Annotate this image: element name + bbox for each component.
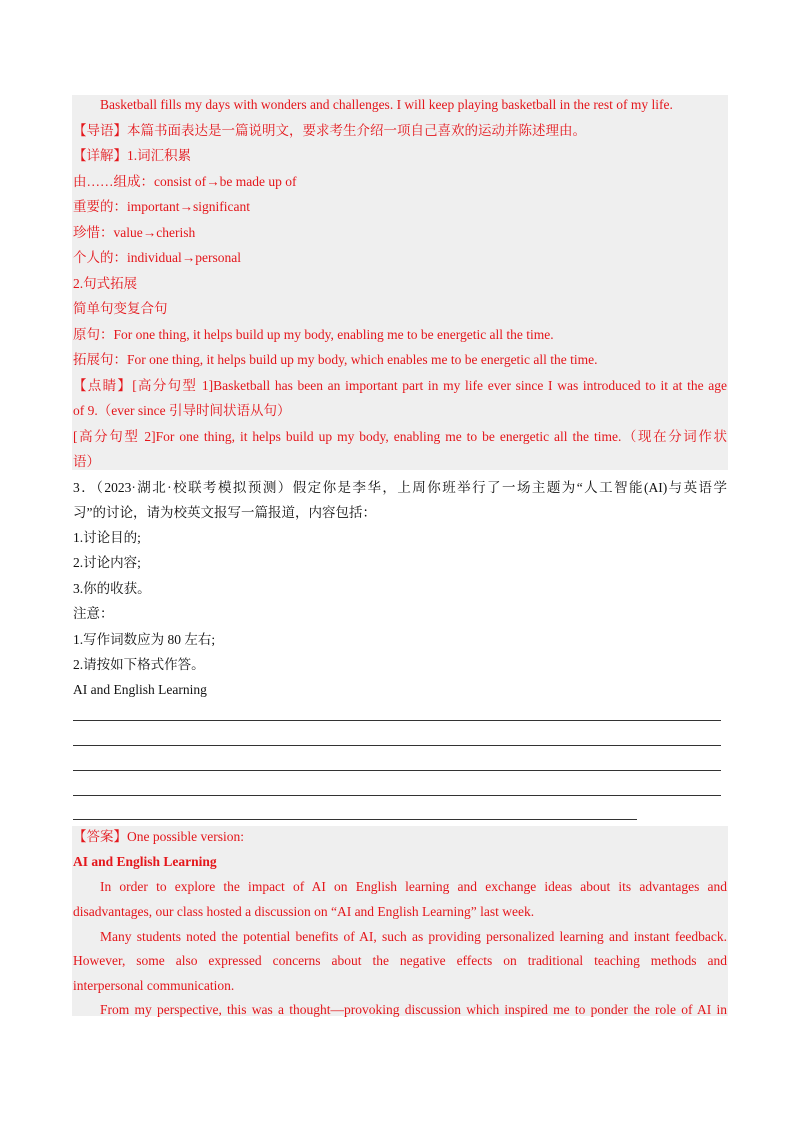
vocab-item: 由……组成：consist of→be made up of — [73, 174, 297, 189]
guide-note: 【导语】本篇书面表达是一篇说明文，要求考生介绍一项自己喜欢的运动并陈述理由。 — [73, 123, 586, 138]
essay-closing-line: Basketball fills my days with wonders and challenges. I will keep playing basketball in the rest of my life. — [100, 97, 673, 112]
vocab-item: 珍惜：value→cherish — [73, 225, 196, 240]
answer-line[interactable] — [73, 745, 721, 746]
highlight-sentence-2: [高分句型 2]For one thing, it helps build up my body, enabling me to be energetic all the time.（现在分词作状 — [73, 429, 727, 444]
highlight-sentence-1: 【点睛】[高分句型 1]Basketball has been an important part in my life ever since I was introduced to it at the age — [73, 378, 727, 393]
question-3-prompt-cont: 习”的讨论，请为校英文报写一篇报道，内容包括： — [73, 505, 376, 520]
answer-line[interactable] — [73, 819, 637, 820]
sentence-heading: 2.句式拓展 — [73, 276, 138, 291]
highlight-sentence-1-cont: of 9.（ever since 引导时间状语从句） — [73, 403, 291, 418]
answer-paragraph-1: In order to explore the impact of AI on English learning and exchange ideas about its advantages and — [100, 879, 727, 894]
answer-paragraph-2-cont: However, some also expressed concerns about the negative effects on traditional teaching methods and — [73, 953, 727, 968]
answer-paragraph-1-cont: disadvantages, our class hosted a discussion on “AI and English Learning” last week. — [73, 904, 535, 919]
original-sentence: 原句：For one thing, it helps build up my body, enabling me to be energetic all the time. — [73, 327, 554, 342]
answer-paragraph-2: Many students noted the potential benefits of AI, such as providing personalized learning and instant feedback. — [100, 929, 727, 944]
answer-label: 【答案】One possible version: — [73, 829, 244, 844]
vocab-item: 个人的：individual→personal — [73, 250, 241, 265]
answer-line[interactable] — [73, 795, 721, 796]
sentence-subheading: 简单句变复合句 — [73, 301, 168, 316]
question-3-prompt: 3．（2023·湖北·校联考模拟预测）假定你是李华，上周你班举行了一场主题为“人工智能(AI)与英语学 — [73, 480, 727, 495]
answer-title: AI and English Learning — [73, 854, 217, 869]
answer-line[interactable] — [73, 720, 721, 721]
answer-line[interactable] — [73, 770, 721, 771]
essay-title: AI and English Learning — [73, 682, 207, 697]
vocab-item: 重要的：important→significant — [73, 199, 250, 214]
answer-paragraph-2-end: interpersonal communication. — [73, 978, 235, 993]
note-heading: 注意： — [73, 606, 114, 621]
note-item: 1.写作词数应为 80 左右; — [73, 632, 216, 647]
expanded-sentence: 拓展句：For one thing, it helps build up my body, which enables me to be energetic all the time. — [73, 352, 598, 367]
content-point: 1.讨论目的; — [73, 530, 141, 545]
note-item: 2.请按如下格式作答。 — [73, 657, 205, 672]
content-point: 2.讨论内容; — [73, 555, 141, 570]
highlight-sentence-2-cont: 语） — [73, 454, 100, 469]
answer-paragraph-3: From my perspective, this was a thought—provoking discussion which inspired me to ponder the role of AI in — [100, 1002, 727, 1017]
detail-heading: 【详解】1.词汇积累 — [73, 148, 192, 163]
content-point: 3.你的收获。 — [73, 581, 151, 596]
